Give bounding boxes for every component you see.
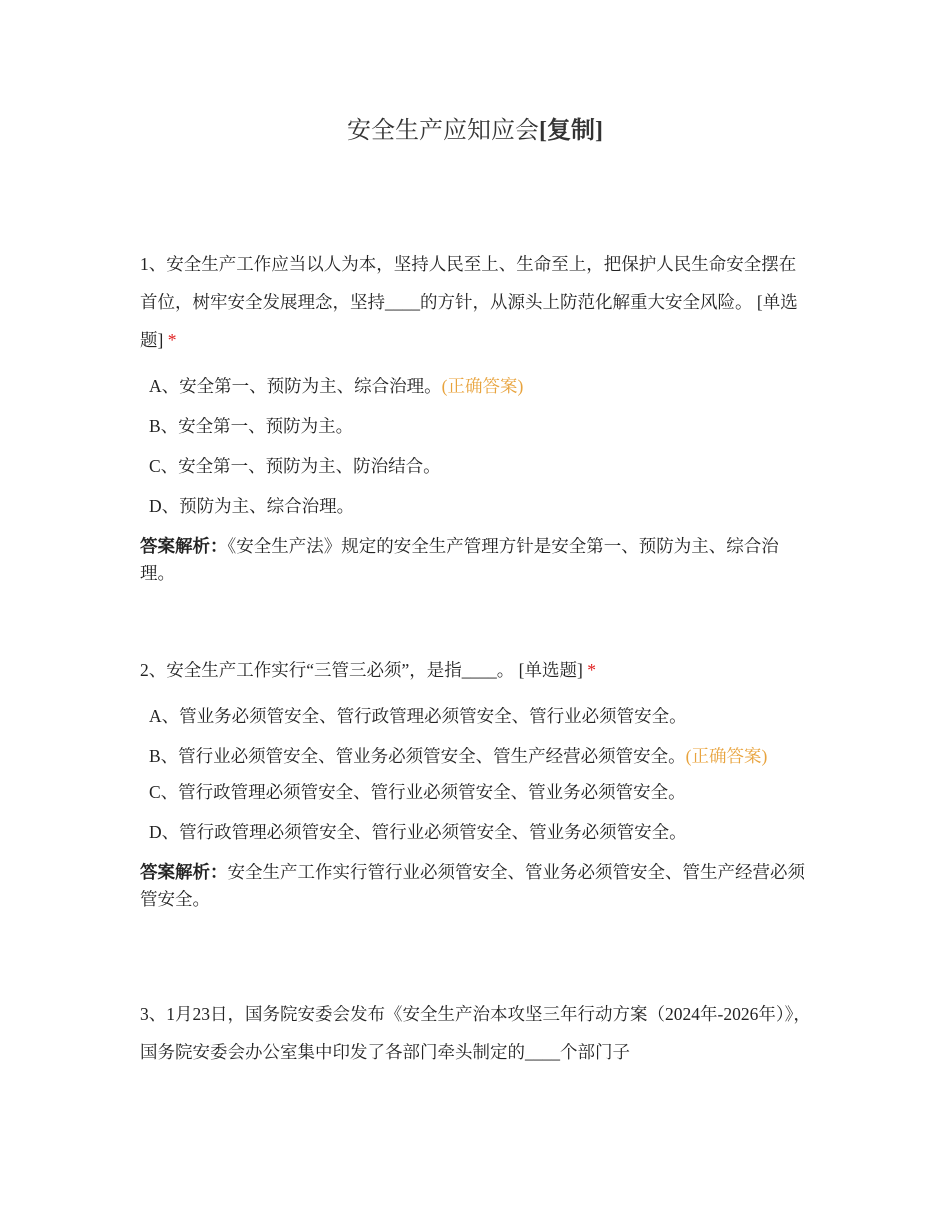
option-text: A、安全第一、预防为主、综合治理。 — [149, 376, 442, 396]
option-a — [140, 373, 812, 399]
option-b — [140, 413, 812, 439]
option-c — [140, 779, 812, 805]
question-text: 3、1月23日，国务院安委会发布《安全生产治本攻坚三年行动方案（2024年-2026年）》，国务院安委会办公室集中印发了各部门牵头制定的____个部门子 — [140, 1004, 811, 1062]
option-text: C、管行政管理必须管安全、管行业必须管安全、管业务必须管安全。 — [149, 782, 686, 802]
question-text: 1、安全生产工作应当以人为本，坚持人民至上、生命至上，把保护人民生命安全摆在首位，树牢安全发展理念，坚持____的方针，从源头上防范化解重大安全风险。 — [140, 254, 797, 312]
explanation-label: 答案解析： — [140, 863, 228, 883]
option-d — [140, 493, 812, 519]
option-text: D、预防为主、综合治理。 — [149, 496, 355, 516]
option-c — [140, 453, 812, 479]
question-text: 2、安全生产工作实行“三管三必须”，是指____。 — [140, 660, 515, 680]
option-text: B、管行业必须管安全、管业务必须管安全、管生产经营必须管安全。 — [149, 746, 686, 766]
answer-explanation — [140, 533, 812, 586]
explanation-label: 答案解析： — [140, 537, 228, 557]
required-mark: * — [167, 330, 177, 350]
option-text: A、管业务必须管安全、管行政管理必须管安全、管行业必须管安全。 — [149, 706, 687, 726]
question-3 — [140, 995, 812, 1071]
option-a — [140, 703, 812, 729]
question-1 — [140, 245, 812, 586]
correct-answer-mark: (正确答案) — [441, 376, 524, 396]
required-mark: * — [587, 660, 596, 680]
correct-answer-mark: (正确答案) — [685, 746, 768, 766]
option-list — [140, 703, 812, 845]
explanation-text: 《安全生产法》规定的安全生产管理方针是安全第一、预防为主、综合治理。 — [140, 536, 779, 583]
page-title-suffix: [复制] — [539, 118, 603, 144]
question-type: [单选题] — [518, 660, 583, 680]
option-text: B、安全第一、预防为主。 — [149, 416, 354, 436]
option-b — [140, 743, 812, 769]
answer-explanation — [140, 859, 812, 912]
explanation-text: 安全生产工作实行管行业必须管安全、管业务必须管安全、管生产经营必须管安全。 — [140, 862, 805, 909]
question-stem — [140, 245, 812, 359]
page-title-text: 安全生产应知应会 — [347, 118, 539, 144]
option-list — [140, 373, 812, 519]
question-stem — [140, 651, 812, 689]
option-text: C、安全第一、预防为主、防治结合。 — [149, 456, 441, 476]
question-type: [单选题] — [140, 292, 798, 350]
question-stem — [140, 995, 812, 1071]
question-2 — [140, 651, 812, 912]
option-text: D、管行政管理必须管安全、管行业必须管安全、管业务必须管安全。 — [149, 822, 687, 842]
page-title — [0, 110, 950, 145]
option-d — [140, 819, 812, 845]
